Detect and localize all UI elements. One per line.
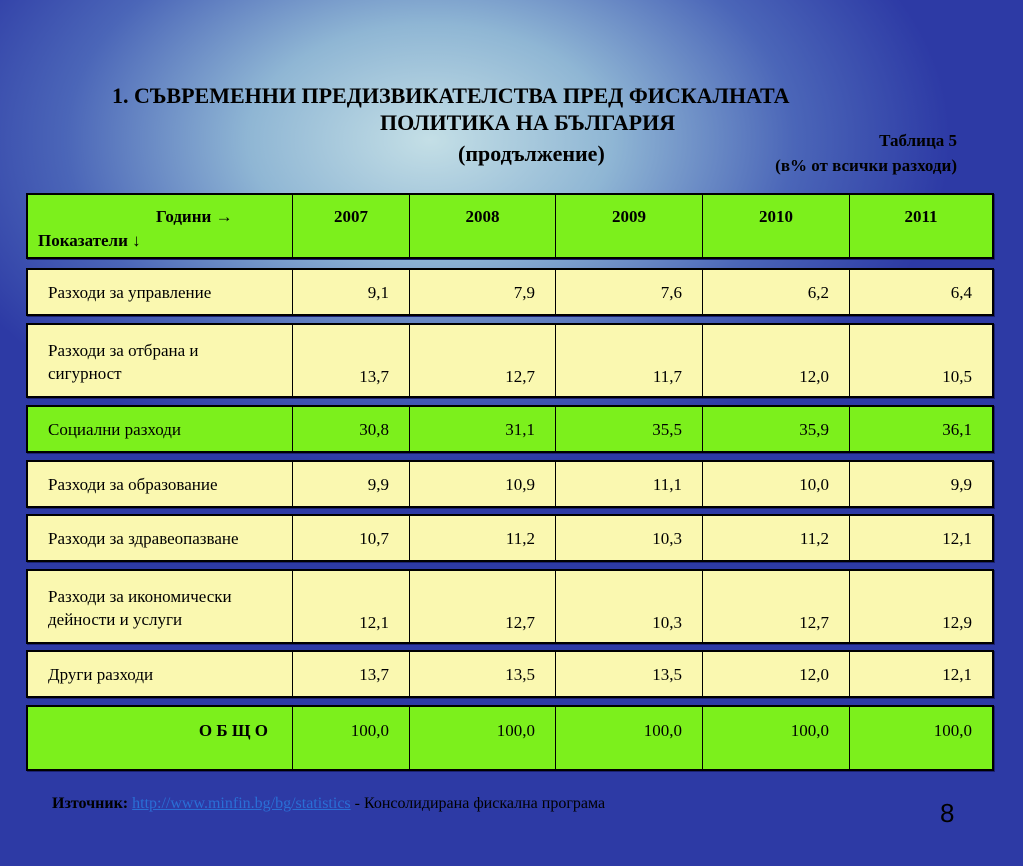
year-2008-header: 2008 [409, 195, 555, 257]
year-2007-header: 2007 [292, 195, 409, 257]
row-label-line: сигурност [48, 364, 122, 383]
page-number: 8 [940, 798, 955, 828]
title-line-3: (продължение) [458, 141, 605, 166]
row-label-line: дейности и услуги [48, 610, 183, 629]
row-label-line: Разходи за отбрана и [48, 341, 199, 360]
table-row [26, 514, 994, 562]
cell-value: 13,5 [409, 652, 555, 696]
total-label: О Б Щ О [28, 707, 292, 769]
cell-value: 6,4 [849, 270, 992, 314]
cell-value: 11,7 [555, 325, 702, 396]
cell-value: 10,3 [555, 571, 702, 642]
cell-value: 9,1 [292, 270, 409, 314]
cell-value: 11,2 [409, 516, 555, 560]
cell-value: 35,9 [702, 407, 849, 451]
row-label: Разходи за образование [28, 462, 292, 506]
cell-value: 10,5 [849, 325, 992, 396]
cell-value: 10,0 [702, 462, 849, 506]
cell-value: 10,9 [409, 462, 555, 506]
year-2011-header: 2011 [849, 195, 992, 257]
table-row [26, 650, 994, 698]
row-label: Разходи за здравеопазване [28, 516, 292, 560]
cell-value: 13,7 [292, 325, 409, 396]
cell-value: 11,2 [702, 516, 849, 560]
row-label [28, 325, 292, 396]
row-label [28, 571, 292, 642]
cell-value: 31,1 [409, 407, 555, 451]
year-2010-header: 2010 [702, 195, 849, 257]
total-value: 100,0 [849, 707, 992, 769]
row-label: Социални разходи [28, 407, 292, 451]
cell-value: 12,7 [409, 571, 555, 642]
cell-value: 13,5 [555, 652, 702, 696]
cell-value: 7,9 [409, 270, 555, 314]
cell-value: 30,8 [292, 407, 409, 451]
cell-value: 11,1 [555, 462, 702, 506]
cell-value: 12,1 [849, 652, 992, 696]
cell-value: 9,9 [849, 462, 992, 506]
cell-value: 12,9 [849, 571, 992, 642]
source-link[interactable]: http://www.minfin.bg/bg/statistics [132, 795, 351, 812]
source-description: - Консолидирана фискална програма [350, 795, 606, 812]
table-row [26, 268, 994, 316]
table-number: Таблица 5 [879, 131, 957, 150]
cell-value: 12,7 [702, 571, 849, 642]
cell-value: 12,1 [849, 516, 992, 560]
cell-value: 36,1 [849, 407, 992, 451]
table-unit: (в% от всички разходи) [775, 156, 957, 175]
cell-value: 10,3 [555, 516, 702, 560]
table-row [26, 323, 994, 398]
total-value: 100,0 [555, 707, 702, 769]
cell-value: 12,7 [409, 325, 555, 396]
years-label: Години → [156, 207, 233, 226]
source-note [52, 795, 605, 813]
header-corner-cell [28, 195, 292, 257]
cell-value: 12,0 [702, 325, 849, 396]
total-value: 100,0 [292, 707, 409, 769]
cell-value: 13,7 [292, 652, 409, 696]
cell-value: 12,0 [702, 652, 849, 696]
table-row [26, 405, 994, 453]
row-label: Разходи за управление [28, 270, 292, 314]
total-value: 100,0 [409, 707, 555, 769]
source-label: Източник: [52, 795, 129, 812]
total-value: 100,0 [702, 707, 849, 769]
indicators-label: Показатели ↓ [38, 231, 141, 250]
table-caption [775, 128, 957, 178]
cell-value: 9,9 [292, 462, 409, 506]
title-line-1: 1. СЪВРЕМЕННИ ПРЕДИЗВИКАТЕЛСТВА ПРЕД ФИСКАЛНАТА [112, 83, 790, 108]
cell-value: 7,6 [555, 270, 702, 314]
cell-value: 6,2 [702, 270, 849, 314]
year-2009-header: 2009 [555, 195, 702, 257]
title-line-2: ПОЛИТИКА НА БЪЛГАРИЯ [380, 110, 676, 135]
row-label-line: Разходи за икономически [48, 587, 232, 606]
row-label: Други разходи [28, 652, 292, 696]
table-header-row [26, 193, 994, 259]
cell-value: 35,5 [555, 407, 702, 451]
table-row [26, 460, 994, 508]
cell-value: 10,7 [292, 516, 409, 560]
cell-value: 12,1 [292, 571, 409, 642]
table-total-row [26, 705, 994, 771]
table-row [26, 569, 994, 644]
